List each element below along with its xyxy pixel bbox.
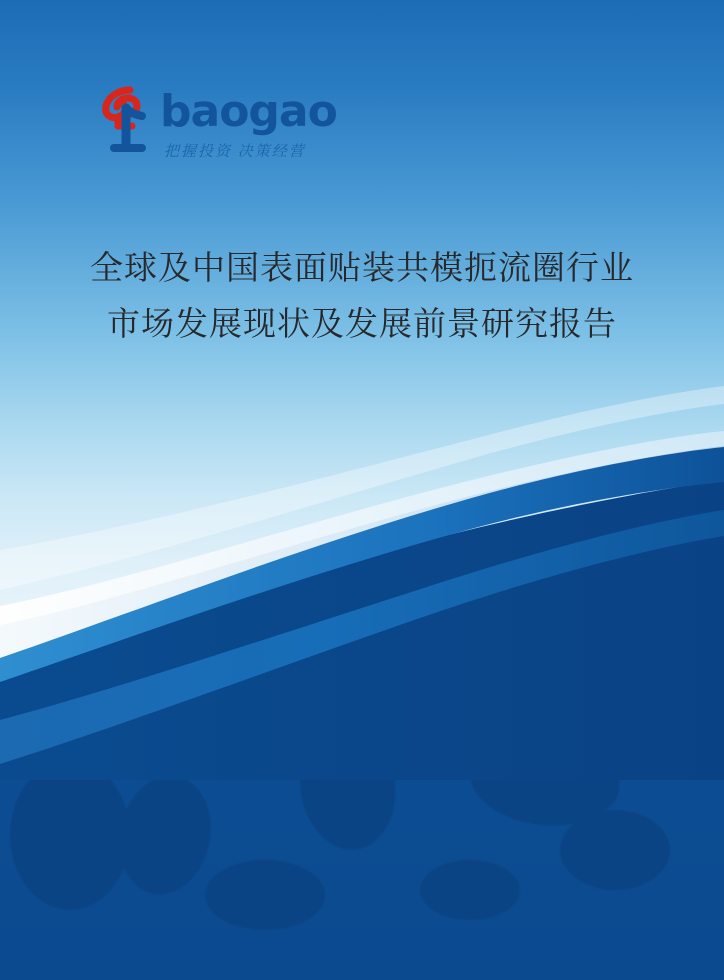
brand-logo [96, 86, 337, 161]
title-line-1: 全球及中国表面贴装共模扼流圈行业 [90, 249, 634, 286]
title-line-2: 市场发展现状及发展前景研究报告 [107, 305, 617, 342]
51-numeral-icon [96, 86, 158, 152]
cover-title [0, 240, 724, 352]
logo-wordmark: baogao [160, 86, 337, 137]
logo-slogan: 把握投资 决策经营 [164, 144, 306, 160]
